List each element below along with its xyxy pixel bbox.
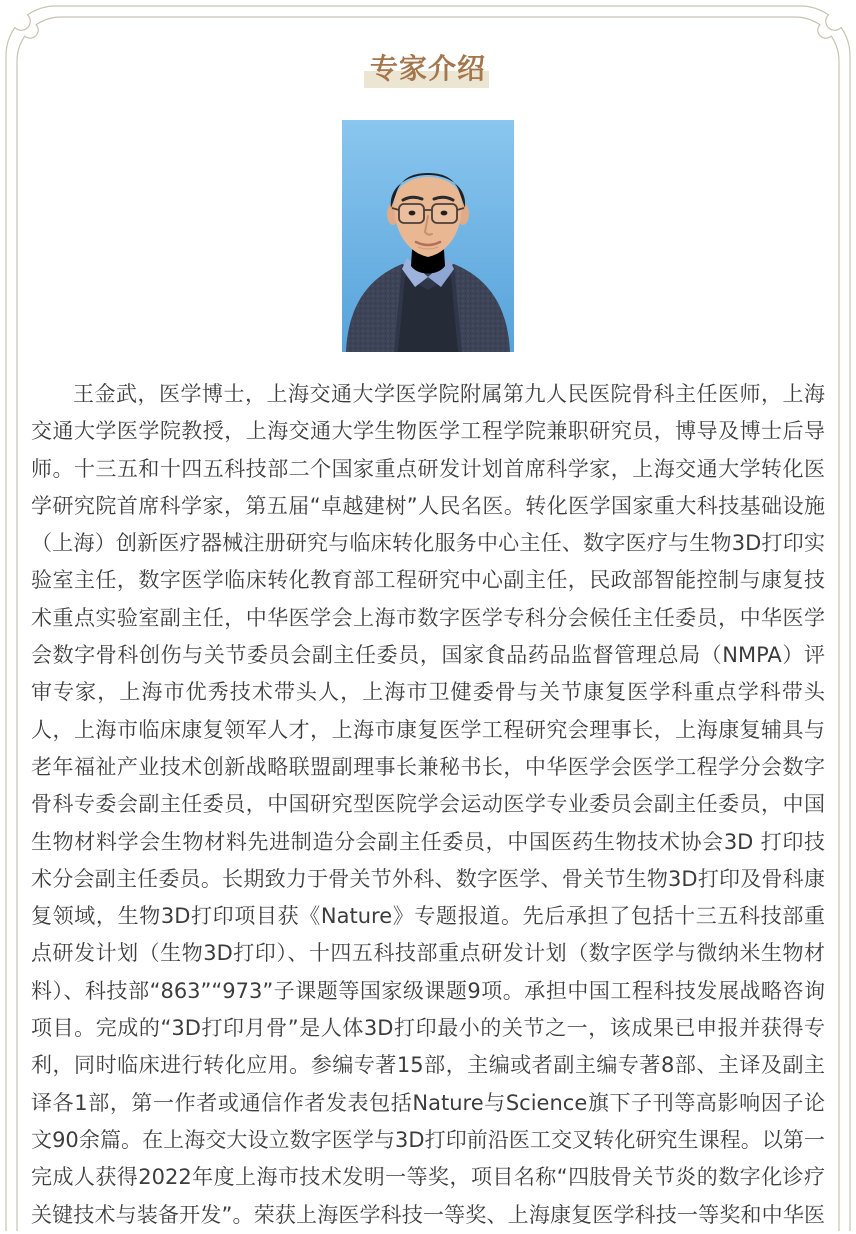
bio-line: 老年福祉产业技术创新战略联盟副理事长兼秘书长，中华医学会医学工程学分会数字 xyxy=(31,754,825,779)
expert-portrait-photo[interactable] xyxy=(342,120,514,352)
bio-line: 会数字骨科创伤与关节委员会副主任委员，国家食品药品监督管理总局（NMPA）评 xyxy=(31,643,825,668)
bio-line: 审专家，上海市优秀技术带头人，上海市卫健委骨与关节康复医学科重点学科带头 xyxy=(31,680,825,705)
bio-line: 人，上海市临床康复领军人才，上海市康复医学工程研究会理事长，上海康复辅具与 xyxy=(31,717,825,742)
bio-line: 验室主任，数字医学临床转化教育部工程研究中心副主任，民政部智能控制与康复技 xyxy=(31,568,825,593)
bio-line: 学研究院首席科学家，第五届“卓越建树”人民名医。转化医学国家重大科技基础设施 xyxy=(31,493,825,518)
bio-paragraph xyxy=(31,376,825,1234)
bio-line: 利，同时临床进行转化应用。参编专著15部，主编或者副主编专著8部、主译及副主 xyxy=(31,1053,825,1078)
bio-line: 复领域，生物3D打印项目获《Nature》专题报道。先后承担了包括十三五科技部重 xyxy=(31,904,825,929)
bio-line: 王金武，医学博士，上海交通大学医学院附属第九人民医院骨科主任医师，上海 xyxy=(73,382,825,406)
bio-line: 项目。完成的“3D打印月骨”是人体3D打印最小的关节之一，该成果已申报并获得专 xyxy=(31,1016,825,1041)
bio-line: 译各1部，第一作者或通信作者发表包括Nature与Science旗下子刊等高影响因子论 xyxy=(31,1090,825,1115)
bio-line: 术分会副主任委员。长期致力于骨关节外科、数字医学、骨关节生物3D打印及骨科康 xyxy=(31,866,825,891)
bio-line: 术重点实验室副主任，中华医学会上海市数字医学专科分会候任主任委员，中华医学 xyxy=(31,605,825,630)
bio-line: 关键技术与装备开发”。荣获上海医学科技一等奖、上海康复医学科技一等奖和中华医 xyxy=(31,1202,825,1227)
bio-line: 料）、科技部“863”“973”子课题等国家级课题9项。承担中国工程科技发展战略咨询 xyxy=(31,978,825,1003)
bio-line: 点研发计划（生物3D打印）、十四五科技部重点研发计划（数字医学与微纳米生物材 xyxy=(31,941,825,966)
bio-line: （上海）创新医疗器械注册研究与临床转化服务中心主任、数字医疗与生物3D打印实 xyxy=(31,531,825,556)
page-title-section xyxy=(0,0,856,90)
bio-line: 文90余篇。在上海交大设立数字医学与3D打印前沿医工交叉转化研究生课程。以第一 xyxy=(31,1127,825,1152)
page-title xyxy=(370,50,486,88)
bio-line: 师。十三五和十四五科技部二个国家重点研发计划首席科学家，上海交通大学转化医 xyxy=(31,456,825,481)
bio-line: 交通大学医学院教授，上海交通大学生物医学工程学院兼职研究员，博导及博士后导 xyxy=(31,419,825,444)
page-title-text: 专家介绍 xyxy=(369,52,486,85)
bio-line: 骨科专委会副主任委员，中国研究型医院学会运动医学专业委员会副主任委员，中国 xyxy=(31,792,825,817)
bio-line: 生物材料学会生物材料先进制造分会副主任委员，中国医药生物技术协会3D 打印技 xyxy=(31,829,825,854)
bio-line: 完成人获得2022年度上海市技术发明一等奖，项目名称“四肢骨关节炎的数字化诊疗 xyxy=(31,1165,825,1190)
